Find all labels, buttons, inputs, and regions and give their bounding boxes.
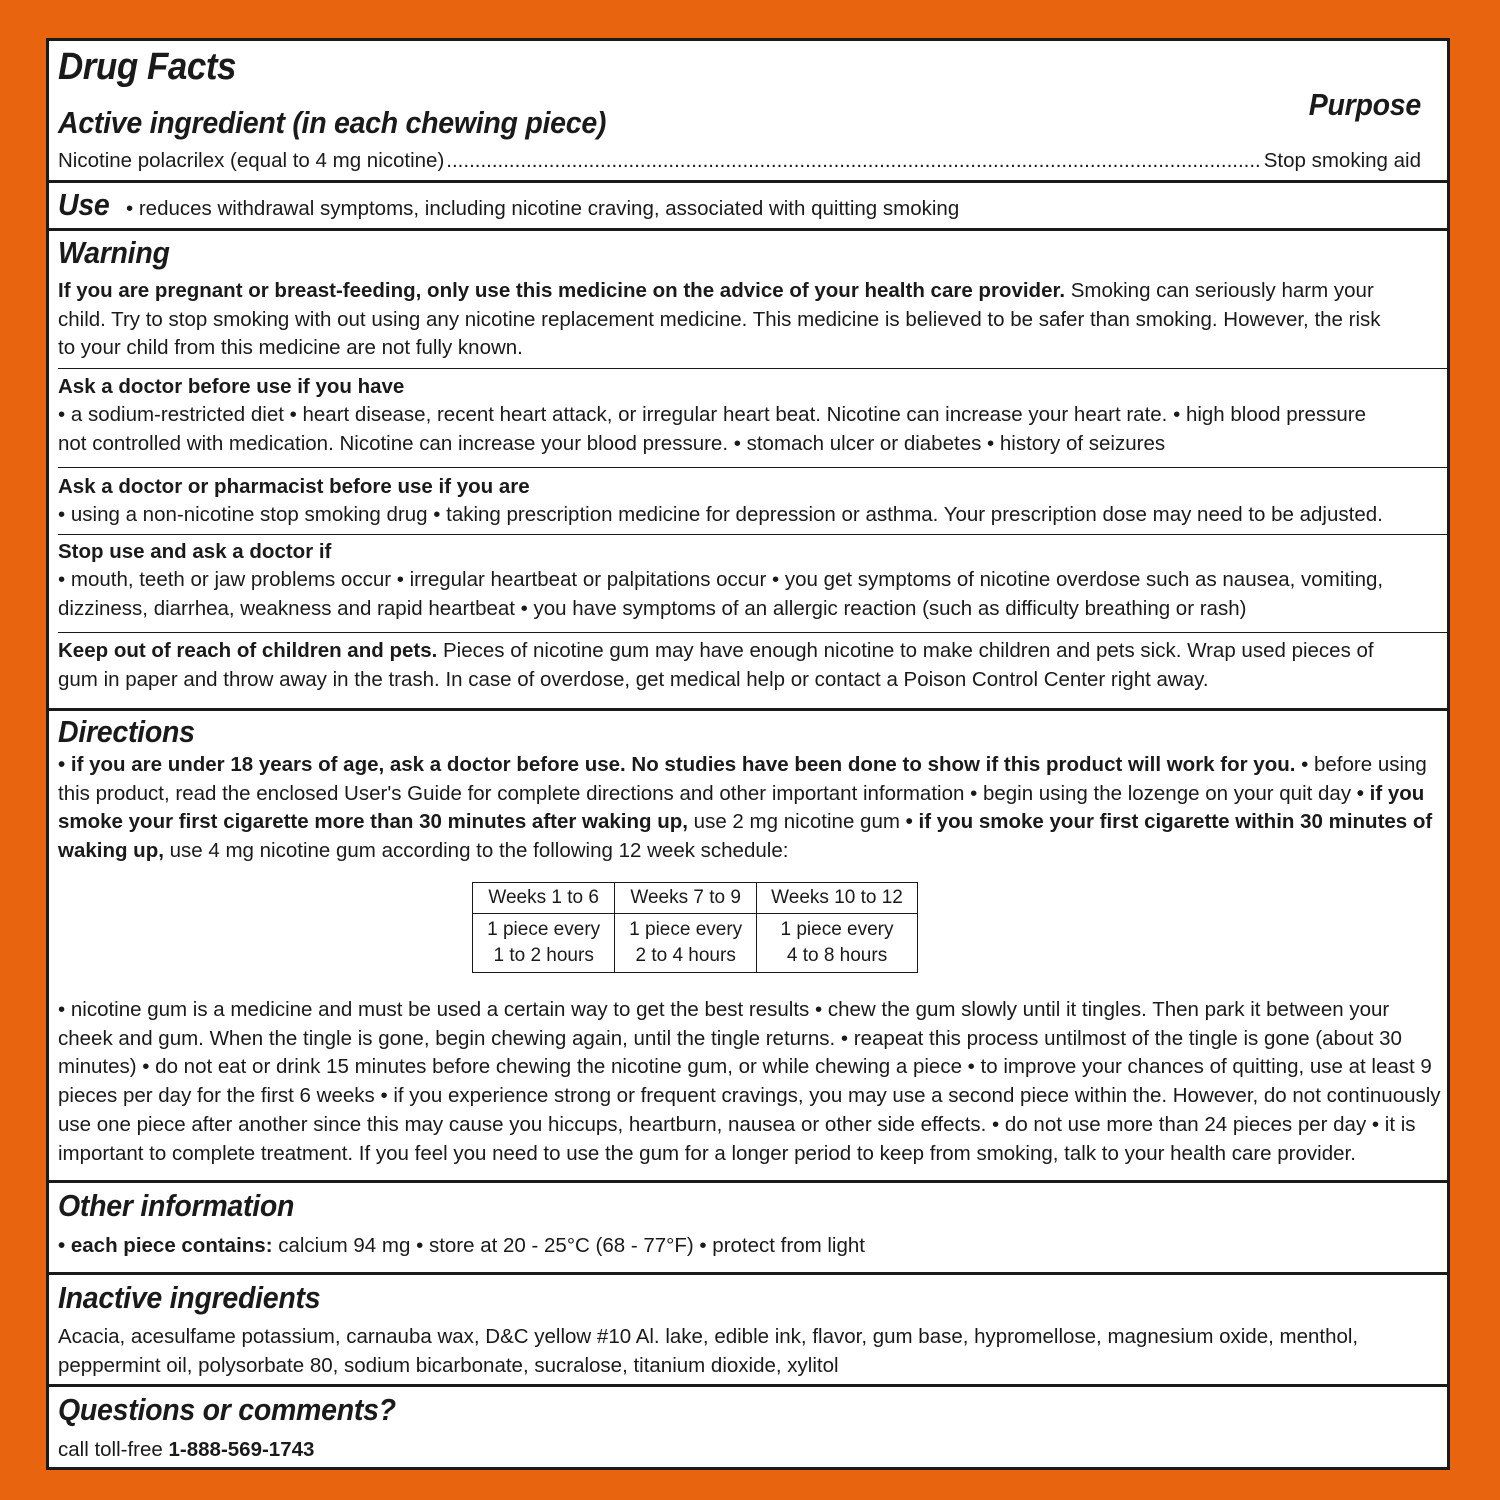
inactive-ingredients-heading: Inactive ingredients — [58, 1280, 321, 1315]
other-information-body: calcium 94 mg • store at 20 - 25°C (68 - 77°F) • protect from light — [272, 1234, 865, 1257]
ingredient-name: Nicotine polacrilex (equal to 4 mg nicotine) — [58, 149, 445, 172]
other-information-section — [49, 1183, 1447, 1275]
use-heading: Use — [58, 187, 110, 222]
table-row — [473, 914, 918, 973]
ask-pharmacist-block — [58, 473, 1387, 530]
table-header-cell: Weeks 1 to 6 — [473, 883, 615, 914]
table-cell — [615, 914, 757, 973]
questions-section — [49, 1387, 1447, 1470]
directions-text-2: use 2 mg nicotine gum — [687, 810, 906, 834]
cell-line: 1 piece every — [487, 919, 601, 940]
ask-pharmacist-heading: Ask a doctor or pharmacist before use if you are — [58, 475, 530, 498]
divider — [58, 534, 1450, 535]
directions-details: • nicotine gum is a medicine and must be used a certain way to get the best results • chew the gum slowly until it tingles. Then park it between your cheek and gum. When the tingle is gone, begin chewing again, until the tingle returns. • reapeat this process untilmost of the tingle is gone (about 30 minutes) • do not eat or drink 15 minutes before chewing the nicotine gum, or while chewing a piece • to improve your chances of quitting, use at least 9 pieces per day for the first 6 weeks • if you experience strong or frequent cravings, you may use a second piece within the. However, do not continuously use one piece after another since this may cause you hiccups, heartburn, nausea or other side effects. • do not use more than 24 pieces per day • it is important to complete treatment. If you feel you need to use the gum for a longer period to keep from smoking, talk to your health care provider. — [58, 998, 1441, 1165]
leader-dots — [446, 149, 1261, 173]
ingredient-row — [58, 149, 1421, 173]
cell-line: 2 to 4 hours — [635, 945, 736, 966]
ask-doctor-block — [58, 373, 1387, 458]
directions-section — [49, 711, 1447, 1183]
pregnancy-warning — [58, 277, 1387, 363]
cell-line: 1 piece every — [780, 919, 894, 940]
divider — [58, 632, 1450, 633]
drug-facts-title: Drug Facts — [58, 46, 237, 88]
ingredient-purpose: Stop smoking aid — [1263, 149, 1421, 172]
other-information-heading: Other information — [58, 1188, 295, 1223]
inactive-ingredients-section — [49, 1275, 1447, 1387]
other-information-bold: • each piece contains: — [58, 1234, 273, 1257]
warning-section — [49, 231, 1447, 711]
table-cell — [757, 914, 918, 973]
stop-use-text: • mouth, teeth or jaw problems occur • irregular heartbeat or palpitations occur • you get symptoms of nicotine overdose such as nausea, vomiting, dizziness, diarrhea, weakness and rapid heartbeat • you have symptoms of an allergic reaction (such as difficulty breathing or rash) — [58, 568, 1384, 620]
divider — [58, 467, 1450, 468]
pregnancy-warning-bold: If you are pregnant or breast-feeding, only use this medicine on the advice of your health care provider. — [58, 279, 1066, 302]
directions-bold-under-18: • if you are under 18 years of age, ask a doctor before use. No studies have been done to show if this product will work for you. — [58, 753, 1296, 776]
dosing-schedule-table — [472, 882, 918, 973]
use-section — [49, 183, 1447, 231]
ask-pharmacist-text: • using a non-nicotine stop smoking drug • taking prescription medicine for depression or asthma. Your prescription dose may need to be adjusted. — [58, 503, 1383, 526]
questions-heading: Questions or comments? — [58, 1392, 396, 1427]
stop-use-block — [58, 538, 1387, 623]
active-ingredient-section — [49, 41, 1447, 183]
table-header-cell: Weeks 10 to 12 — [757, 883, 918, 914]
divider — [58, 368, 1450, 369]
directions-text-3: use 4 mg nicotine gum according to the following 12 week schedule: — [163, 839, 789, 863]
directions-intro — [58, 751, 1439, 866]
warning-heading: Warning — [58, 235, 170, 270]
directions-heading: Directions — [58, 714, 195, 749]
schedule-wrap — [49, 882, 1447, 973]
table-header-cell: Weeks 7 to 9 — [615, 883, 757, 914]
keep-out-bold: Keep out of reach of children and pets. — [58, 639, 438, 662]
phone-number[interactable]: 1-888-569-1743 — [168, 1438, 315, 1461]
table-row — [473, 883, 918, 914]
active-ingredient-heading: Active ingredient (in each chewing piece) — [58, 105, 607, 140]
pregnancy-warning-text: Smoking can seriously harm your child. Try to stop smoking with out using any nicotine replacement medicine. This medicine is believed to be safer than smoking. However, the risk to your child from this medicine are not fully known. — [58, 279, 1381, 360]
keep-out-text: Pieces of nicotine gum may have enough nicotine to make children and pets sick. Wrap used pieces of gum in paper and throw away in the trash. In case of overdose, get medical help or contact a Poison Control Center right away. — [58, 639, 1374, 691]
purpose-heading: Purpose — [1308, 87, 1421, 122]
drug-facts-panel — [46, 38, 1450, 1470]
inactive-ingredients-text: Acacia, acesulfame potassium, carnauba wax, D&C yellow #10 Al. lake, edible ink, flavor, gum base, hypromellose, magnesium oxide, menthol, peppermint oil, polysorbate 80, sodium bicarbonate, sucralose, titanium dioxide, xylitol — [58, 1325, 1359, 1377]
stop-use-heading: Stop use and ask a doctor if — [58, 540, 332, 563]
questions-text — [58, 1436, 314, 1465]
cell-line: 4 to 8 hours — [786, 945, 888, 966]
ask-doctor-heading: Ask a doctor before use if you have — [58, 375, 405, 398]
ask-doctor-text: • a sodium-restricted diet • heart disease, recent heart attack, or irregular heart beat. Nicotine can increase your heart rate. • high blood pressure not controlled with medication. Nicotine can increase your blood pressure. • stomach ulcer or diabetes • history of seizures — [58, 403, 1367, 455]
directions-bold-after-30: • if you smoke your first cigarette more than 30 minutes after waking up, — [58, 781, 1425, 834]
other-information-text — [58, 1232, 865, 1261]
table-cell — [473, 914, 615, 973]
cell-line: 1 to 2 hours — [493, 945, 594, 966]
cell-line: 1 piece every — [629, 919, 743, 940]
use-text: • reduces withdrawal symptoms, including nicotine craving, associated with quitting smoking — [125, 197, 960, 220]
directions-text-1: • before using this product, read the enclosed User's Guide for complete directions and other important information • begin using the lozenge on your quit day — [58, 753, 1427, 805]
questions-call-text: call toll-free — [58, 1438, 169, 1461]
directions-bold-within-30: • if you smoke your first cigarette within 30 minutes of waking up, — [58, 810, 1433, 863]
keep-out-block — [58, 637, 1387, 694]
